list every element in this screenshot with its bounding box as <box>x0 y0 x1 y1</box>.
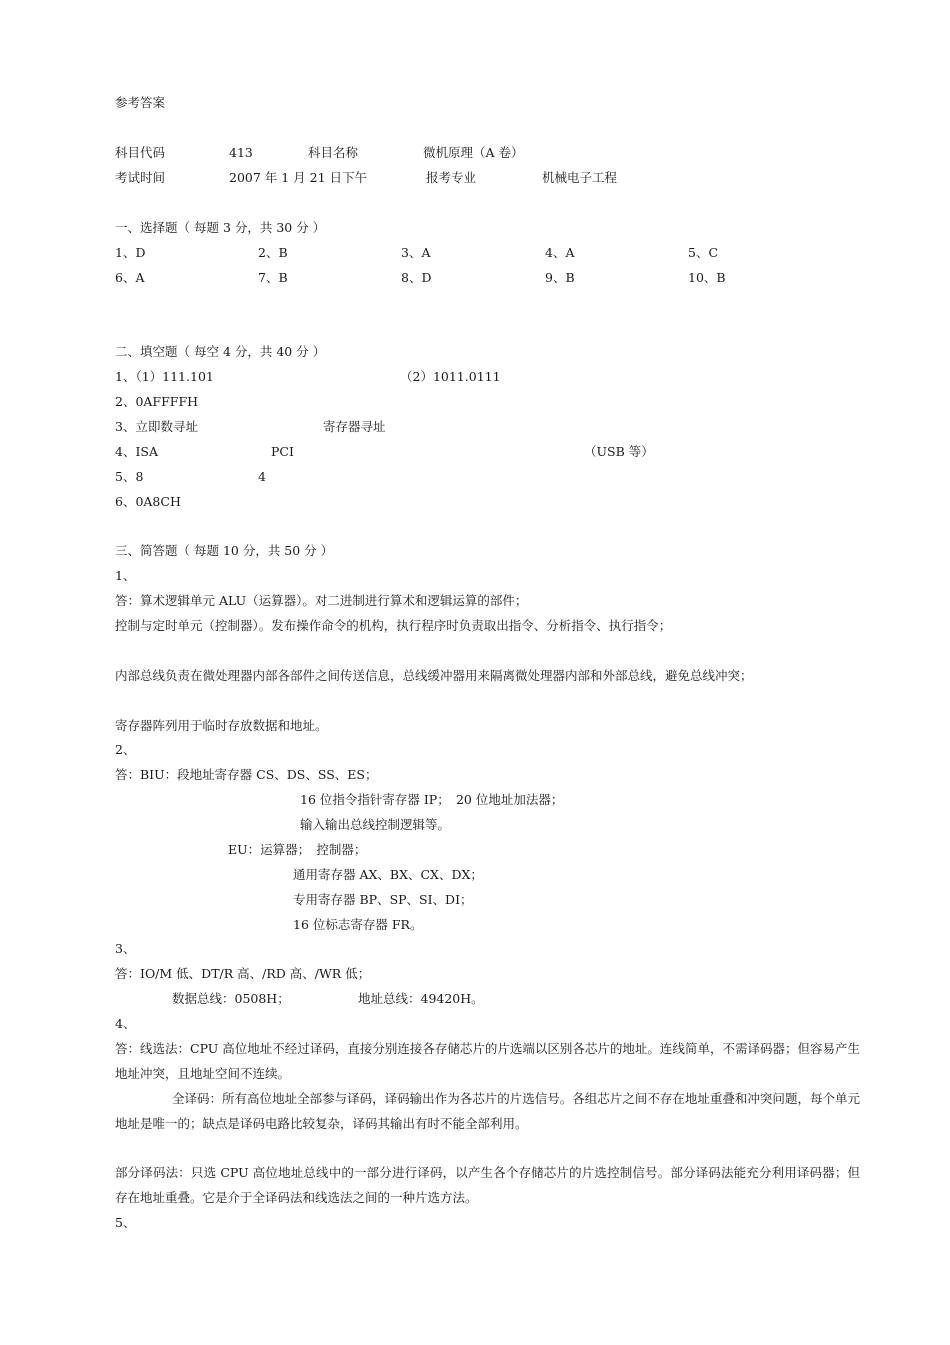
choice-answer: 5、C <box>688 245 719 260</box>
answer-line: 答：BIU：段地址寄存器 CS、DS、SS、ES； <box>115 767 378 782</box>
choice-answer: 9、B <box>545 270 575 285</box>
major-value: 机械电子工程 <box>542 170 618 185</box>
exam-time-value: 2007 年 1 月 21 日下午 <box>229 170 368 185</box>
answer-line: 数据总线：0508H； <box>172 991 290 1006</box>
answer-line: 16 位指令指针寄存器 IP； 20 位地址加法器； <box>300 792 564 807</box>
fill-answer-5b: 4 <box>258 469 266 484</box>
choice-answer: 8、D <box>401 270 432 285</box>
major-label: 报考专业 <box>426 170 477 185</box>
subject-code-label: 科目代码 <box>115 145 166 160</box>
fill-answer-1a: 1、（1）111.101 <box>115 369 214 384</box>
answer-line: 答：IO/M 低、DT/R 高、/RD 高、/WR 低； <box>115 966 371 981</box>
fill-answer-5a: 5、8 <box>115 469 144 484</box>
fill-answer-6: 6、0A8CH <box>115 494 181 509</box>
subject-code-value: 413 <box>229 145 253 160</box>
section3-heading: 三、简答题（ 每题 10 分，共 50 分 ） <box>115 543 334 558</box>
choice-answer: 3、A <box>401 245 431 260</box>
choice-answer: 10、B <box>688 270 726 285</box>
answer-line: 输入输出总线控制逻辑等。 <box>300 817 451 832</box>
fill-answer-4a: 4、ISA <box>115 444 158 459</box>
fill-answer-4c: （USB 等） <box>584 444 654 459</box>
answer-paragraph: 部分译码法：只选 CPU 高位地址总线中的一部分进行译码，以产生各个存储芯片的片选控制信号。部分译码法能充分利用译码器；但存在地址重叠。它是介于全译码法和线选法之间的一种片选方法。 <box>115 1165 860 1205</box>
subject-name-value: 微机原理（A 卷） <box>423 145 524 160</box>
choice-answer: 7、B <box>258 270 288 285</box>
answer-line: 控制与定时单元（控制器）。发布操作命令的机构，执行程序时负责取出指令、分析指令、执行指令； <box>115 618 672 633</box>
fill-answer-1b: （2）1011.0111 <box>400 369 501 384</box>
question-number: 2、 <box>115 742 136 757</box>
exam-time-label: 考试时间 <box>115 170 166 185</box>
section1-heading: 一、选择题（ 每题 3 分，共 30 分 ） <box>115 220 326 235</box>
question-number: 1、 <box>115 568 136 583</box>
fill-answer-3b: 寄存器寻址 <box>323 419 386 434</box>
answer-paragraph: 答：线选法：CPU 高位地址不经过译码，直接分别连接各存储芯片的片选端以区别各芯片的地址。连线简单，不需译码器；但容易产生地址冲突，且地址空间不连续。 <box>115 1041 860 1081</box>
section2-heading: 二、填空题（ 每空 4 分，共 40 分 ） <box>115 344 326 359</box>
question-number: 4、 <box>115 1016 136 1031</box>
choice-answer: 6、A <box>115 270 145 285</box>
choice-answer: 4、A <box>545 245 575 260</box>
answer-line: 专用寄存器 BP、SP、SI、DI； <box>293 892 473 907</box>
fill-answer-4b: PCI <box>271 444 294 459</box>
answer-line: EU：运算器； 控制器； <box>228 842 367 857</box>
answer-line: 通用寄存器 AX、BX、CX、DX； <box>293 867 483 882</box>
answer-line: 16 位标志寄存器 FR。 <box>293 917 423 932</box>
subject-name-label: 科目名称 <box>308 145 359 160</box>
choice-answer: 1、D <box>115 245 146 260</box>
document-title: 参考答案 <box>115 95 166 110</box>
fill-answer-3a: 3、立即数寻址 <box>115 419 198 434</box>
fill-answer-2: 2、0AFFFFH <box>115 394 199 409</box>
answer-line: 内部总线负责在微处理器内部各部件之间传送信息，总线缓冲器用来隔离微处理器内部和外部总线，避免总线冲突； <box>115 668 753 683</box>
answer-line: 寄存器阵列用于临时存放数据和地址。 <box>115 718 328 733</box>
question-number: 5、 <box>115 1215 136 1230</box>
choice-answer: 2、B <box>258 245 288 260</box>
answer-paragraph: 全译码：所有高位地址全部参与译码，译码输出作为各芯片的片选信号。各组芯片之间不存在地址重叠和冲突问题，每个单元地址是唯一的；缺点是译码电路比较复杂，译码其输出有时不能全部利用。 <box>115 1091 860 1131</box>
answer-line: 地址总线：49420H。 <box>358 991 484 1006</box>
answer-line: 答：算术逻辑单元 ALU（运算器）。对二进制进行算术和逻辑运算的部件； <box>115 593 528 608</box>
question-number: 3、 <box>115 941 136 956</box>
